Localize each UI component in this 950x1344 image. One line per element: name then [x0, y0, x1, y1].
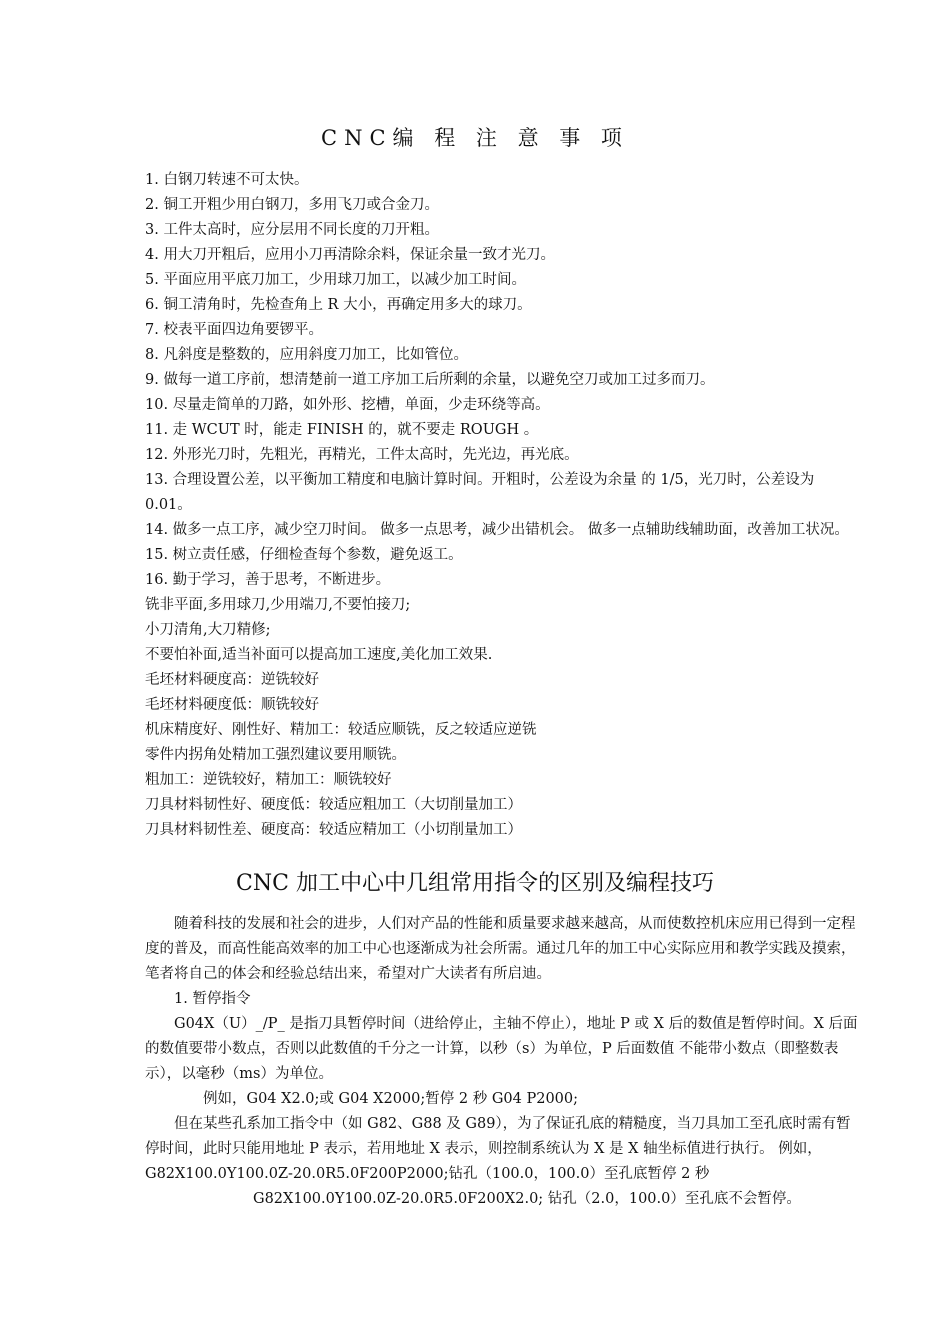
list-item: 7. 校表平面四边角要锣平。 — [145, 322, 323, 338]
article-body — [145, 912, 865, 1212]
list-item: 16. 勤于学习，善于思考，不断进步。 — [145, 572, 391, 588]
list-item: 8. 凡斜度是整数的，应用斜度刀加工，比如管位。 — [145, 347, 468, 363]
tips-list — [145, 168, 865, 843]
intro-paragraph: 随着科技的发展和社会的进步，人们对产品的性能和质量要求越来越高，从而使数控机床应用已得到一定程度的普及，而高性能高效率的加工中心也逐渐成为社会所需。通过几年的加工中心实际应用和教学实践及摸索，笔者将自己的体会和经验总结出来，希望对广大读者有所启迪。 — [145, 916, 856, 982]
list-item: 14. 做多一点工序，减少空刀时间。 做多一点思考，减少出错机会。 做多一点辅助线辅助面，改善加工状况。 — [145, 522, 849, 538]
example-line: G82X100.0Y100.0Z-20.0R5.0F200X2.0; 钻孔（2.0，100.0）至孔底不会暂停。 — [253, 1191, 801, 1207]
list-item: 10. 尽量走简单的刀路，如外形、挖槽，单面，少走环绕等高。 — [145, 397, 550, 413]
list-item: 零件内拐角处精加工强烈建议要用顺铣。 — [145, 747, 406, 763]
list-item: 粗加工：逆铣较好，精加工：顺铣较好 — [145, 772, 392, 788]
paragraph: G04X（U）_/P_ 是指刀具暂停时间（进给停止，主轴不停止），地址 P 或 X 后的数值是暂停时间。X 后面的数值要带小数点，否则以此数值的千分之一计算，以秒（s）为单位，P 后面数值 不能带小数点（即整数表示），以毫秒（ms）为单位。 — [145, 1016, 858, 1082]
list-item: 3. 工件太高时，应分层用不同长度的刀开粗。 — [145, 222, 439, 238]
list-item: 毛坯材料硬度低：顺铣较好 — [145, 697, 319, 713]
example-line: 例如，G04 X2.0;或 G04 X2000;暂停 2 秒 G04 P2000; — [203, 1091, 579, 1107]
list-item: 2. 铜工开粗少用白钢刀，多用飞刀或合金刀。 — [145, 197, 439, 213]
list-item: 9. 做每一道工序前，想清楚前一道工序加工后所剩的余量，以避免空刀或加工过多而刀。 — [145, 372, 715, 388]
list-item: 机床精度好、刚性好、精加工：较适应顺铣，反之较适应逆铣 — [145, 722, 537, 738]
page-title: CNC编 程 注 意 事 项 — [321, 126, 629, 150]
list-item: 12. 外形光刀时，先粗光，再精光，工件太高时，先光边，再光底。 — [145, 447, 579, 463]
list-item: 5. 平面应用平底刀加工，少用球刀加工，以减少加工时间。 — [145, 272, 526, 288]
section-title: CNC 加工中心中几组常用指令的区别及编程技巧 — [236, 871, 714, 896]
list-item: 13. 合理设置公差，以平衡加工精度和电脑计算时间。开粗时，公差设为余量 的 1/5，光刀时，公差设为 0.01。 — [145, 472, 815, 513]
paragraph: 但在某些孔系加工指令中（如 G82、G88 及 G89），为了保证孔底的精糙度，当刀具加工至孔底时需有暂停时间，此时只能用地址 P 表示，若用地址 X 表示，则控制系统认为 X 是 X 轴坐标值进行执行。 例如，G82X100.0Y100.0Z-20.0R5.0F200P2000;钻孔（100.0，100.0）至孔底暂停 2 秒 — [145, 1116, 851, 1182]
list-item: 15. 树立责任感，仔细检查每个参数，避免返工。 — [145, 547, 463, 563]
subheading: 1. 暂停指令 — [174, 991, 251, 1007]
list-item: 不要怕补面,适当补面可以提高加工速度,美化加工效果. — [145, 647, 493, 663]
list-item: 小刀清角,大刀精修; — [145, 622, 271, 638]
list-item: 4. 用大刀开粗后，应用小刀再清除余料，保证余量一致才光刀。 — [145, 247, 555, 263]
list-item: 铣非平面,多用球刀,少用端刀,不要怕接刀; — [145, 597, 411, 613]
list-item: 11. 走 WCUT 时，能走 FINISH 的，就不要走 ROUGH 。 — [145, 422, 539, 438]
list-item: 毛坯材料硬度高：逆铣较好 — [145, 672, 319, 688]
list-item: 刀具材料韧性好、硬度低：较适应粗加工（大切削量加工） — [145, 797, 522, 813]
list-item: 1. 白钢刀转速不可太快。 — [145, 172, 309, 188]
list-item: 刀具材料韧性差、硬度高：较适应精加工（小切削量加工） — [145, 822, 522, 838]
list-item: 6. 铜工清角时，先检查角上 R 大小，再确定用多大的球刀。 — [145, 297, 532, 313]
